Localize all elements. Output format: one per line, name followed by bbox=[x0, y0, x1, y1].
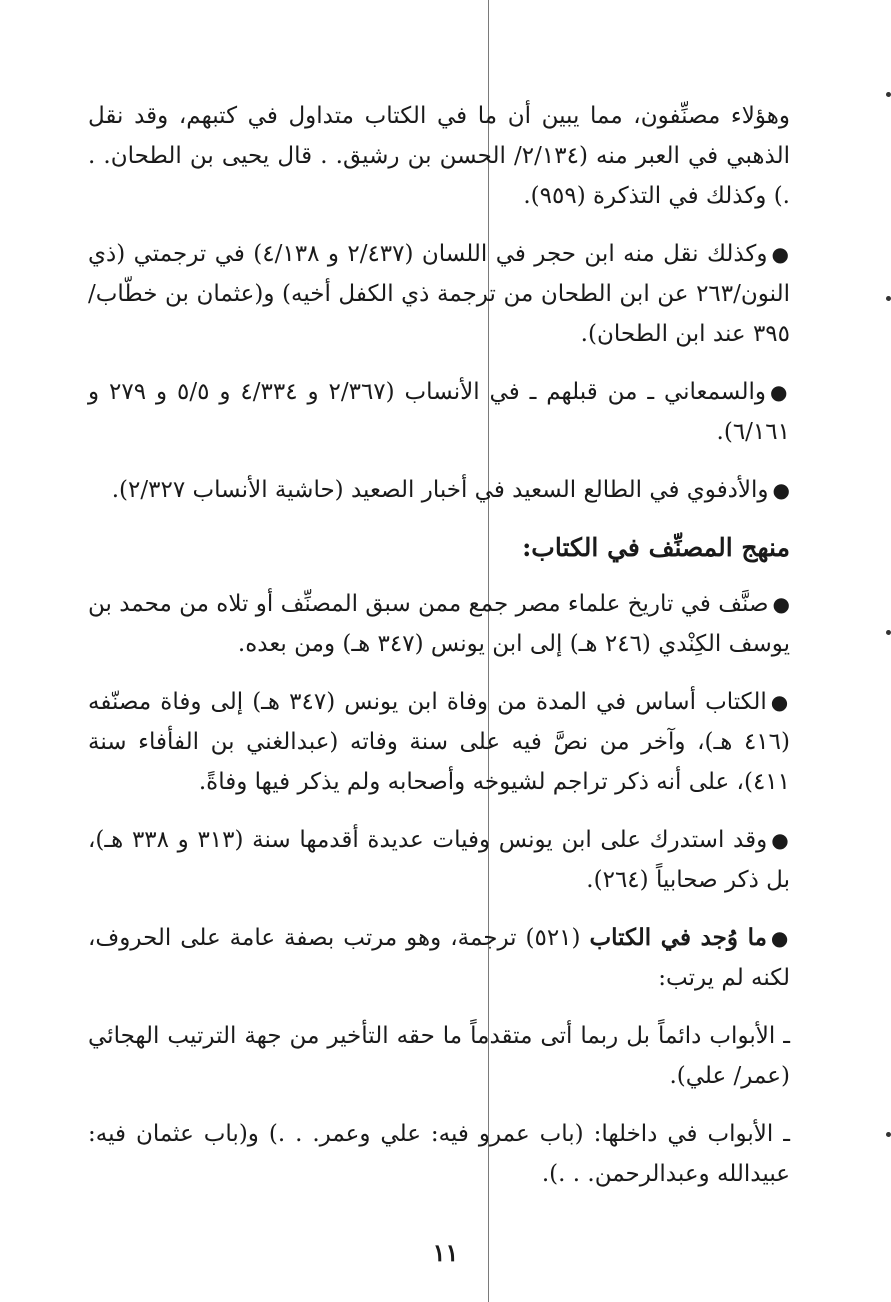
section-heading: منهج المصنِّف في الكتاب: bbox=[522, 533, 790, 562]
bullet-icon: ● bbox=[771, 828, 790, 852]
paragraph-text: صنَّف في تاريخ علماء مصر جمع ممن سبق المصنِّف أو تلاه من محمد بن يوسف الكِنْدي (٢٤٦ هـ) إلى ابن يونس (٣٤٧ هـ) ومن بعده. bbox=[88, 591, 790, 657]
method-point-1 bbox=[88, 584, 790, 664]
bullet-icon: ● bbox=[771, 242, 791, 266]
bullet-icon: ● bbox=[770, 926, 790, 950]
paragraph-text: والسمعاني ـ من قبلهم ـ في الأنساب (٢/٣٦٧ و ٤/٣٣٤ و ٥/٥ و ٢٧٩ و ٦/١٦١). bbox=[88, 379, 790, 445]
bullet-icon: ● bbox=[772, 592, 791, 616]
paragraph-samani bbox=[88, 372, 790, 452]
page-number: ١١ bbox=[432, 1238, 459, 1267]
paragraph-text: الكتاب أساس في المدة من وفاة ابن يونس (٣٤٧ هـ) إلى وفاة مصنّفه (٤١٦ هـ)، وآخر من نصَّ فيه على سنة وفاته (عبدالغني بن الفأفاء سنة ٤١١)، على أنه ذكر تراجم لشيوخه وأصحابه ولم يذكر فيها وفاةً. bbox=[88, 689, 790, 795]
paragraph-text: (٥٢١) ترجمة، وهو مرتب بصفة عامة على الحروف، لكنه لم يرتب: bbox=[88, 925, 790, 991]
page-body bbox=[88, 96, 790, 1212]
paragraph-ibn-hajar bbox=[88, 234, 790, 354]
paragraph-text: وكذلك نقل منه ابن حجر في اللسان (٢/٤٣٧ و ٤/١٣٨) في ترجمتي (ذي النون/٢٦٣ عن ابن الطحان من ترجمة ذي الكفل أخيه) و(عثمان بن خطّاب/٣٩٥ عند ابن الطحان). bbox=[88, 241, 790, 347]
paragraph-intro: وهؤلاء مصنِّفون، مما يبين أن ما في الكتاب متداول في كتبهم، وقد نقل الذهبي في العبر منه (٢/١٣٤/ الحسن بن رشيق. . قال يحيى بن الطحان. . .) وكذلك في التذكرة (٩٥٩). bbox=[88, 103, 791, 209]
bullet-icon: ● bbox=[772, 478, 790, 502]
paragraph-lead: ما وُجد في الكتاب bbox=[589, 924, 767, 951]
method-point-2 bbox=[88, 682, 790, 802]
bullet-icon: ● bbox=[770, 690, 791, 714]
edge-mark bbox=[886, 630, 891, 635]
dash-point-2: ـ الأبواب في داخلها: (باب عمرو فيه: علي وعمر. . .) و(باب عثمان فيه: عبيدالله وعبدالرحمن. . .). bbox=[88, 1121, 791, 1187]
edge-mark bbox=[886, 296, 891, 301]
edge-mark bbox=[886, 1132, 891, 1137]
paragraph-text: والأدفوي في الطالع السعيد في أخبار الصعيد (حاشية الأنساب ٢/٣٢٧). bbox=[111, 477, 769, 503]
paragraph-text: وقد استدرك على ابن يونس وفيات عديدة أقدمها سنة (٣١٣ و ٣٣٨ هـ)، بل ذكر صحابياً (٢٦٤). bbox=[88, 827, 790, 893]
edge-mark bbox=[886, 92, 891, 97]
bullet-icon: ● bbox=[769, 380, 791, 404]
paragraph-adfuwi bbox=[88, 470, 790, 510]
method-point-4 bbox=[88, 918, 790, 998]
method-point-3 bbox=[88, 820, 790, 900]
dash-point-1: ـ الأبواب دائماً بل ربما أتى متقدماً ما حقه التأخير من جهة الترتيب الهجائي (عمر/ علي). bbox=[88, 1023, 790, 1089]
